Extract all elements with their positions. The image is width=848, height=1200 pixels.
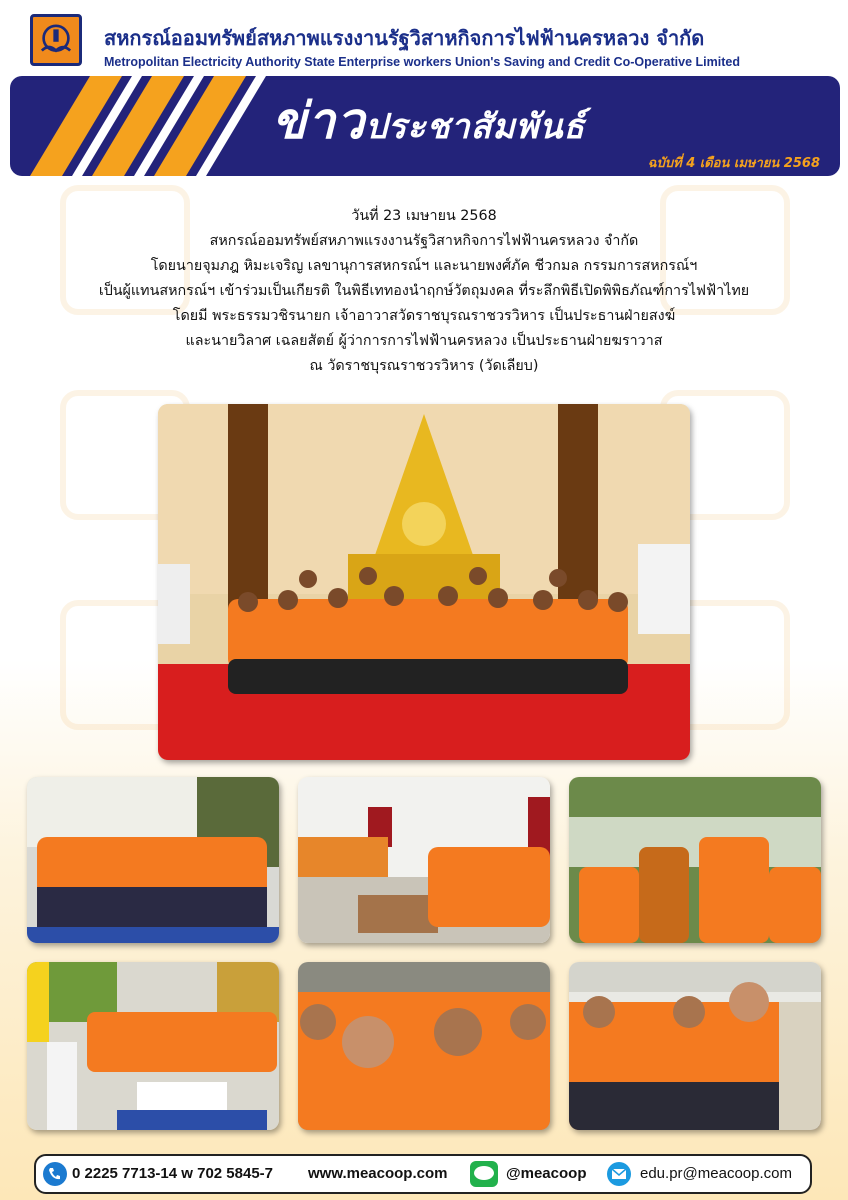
banner-title-sub: ประชาสัมพันธ์ <box>365 107 586 147</box>
article-line: เป็นผู้แทนสหกรณ์ฯ เข้าร่วมเป็นเกียรติ ในพิธีเททองนำฤกษ์วัตถุมงคล ที่ระลึกพิธีเปิดพิพิธภัณฑ์การไฟฟ้าไทย <box>98 283 750 299</box>
main-photo <box>158 404 690 760</box>
banner-title <box>272 82 585 161</box>
website-link[interactable]: www.meacoop.com <box>308 1165 448 1182</box>
article-text <box>30 204 818 379</box>
union-logo-icon <box>30 14 82 66</box>
phone-icon <box>42 1161 68 1187</box>
org-name-english: Metropolitan Electricity Authority State Enterprise workers Union's Saving and Credit Co-Operative Limited <box>104 55 740 69</box>
article-line: สหกรณ์ออมทรัพย์สหภาพแรงงานรัฐวิสาหกิจการไฟฟ้านครหลวง จำกัด <box>209 233 639 249</box>
org-name-thai: สหกรณ์ออมทรัพย์สหภาพแรงงานรัฐวิสาหกิจการไฟฟ้านครหลวง จำกัด <box>104 26 705 50</box>
event-photo <box>569 962 821 1130</box>
article-line: ณ วัดราชบุรณราชวรวิหาร (วัดเลียบ) <box>309 358 539 374</box>
event-photo <box>27 962 279 1130</box>
email-icon <box>606 1161 632 1187</box>
article-line: โดยมี พระธรรมวชิรนายก เจ้าอาวาสวัดราชบุรณราชวรวิหาร เป็นประธานฝ่ายสงฆ์ <box>172 308 676 324</box>
article-line: วันที่ 23 เมษายน 2568 <box>351 208 497 224</box>
article-line: และนายวิลาศ เฉลยสัตย์ ผู้ว่าการการไฟฟ้านครหลวง เป็นประธานฝ่ายฆราวาส <box>185 333 663 349</box>
news-banner <box>10 76 840 176</box>
event-photo <box>27 777 279 943</box>
phone-number[interactable]: 0 2225 7713-14 w 702 5845-7 <box>72 1165 273 1182</box>
email-address[interactable]: edu.pr@meacoop.com <box>640 1165 792 1182</box>
line-id[interactable]: @meacoop <box>506 1165 587 1182</box>
header <box>0 0 848 78</box>
line-icon <box>470 1161 498 1187</box>
article-line: โดยนายจุมภฎ หิมะเจริญ เลขานุการสหกรณ์ฯ และนายพงศ์ภัค ชีวกมล กรรมการสหกรณ์ฯ <box>150 258 698 274</box>
contact-footer <box>34 1154 812 1194</box>
issue-label: ฉบับที่ 4 เดือน เมษายน 2568 <box>647 156 820 171</box>
event-photo <box>298 962 550 1130</box>
event-photo <box>569 777 821 943</box>
event-photo <box>298 777 550 943</box>
banner-title-main: ข่าว <box>272 92 366 150</box>
